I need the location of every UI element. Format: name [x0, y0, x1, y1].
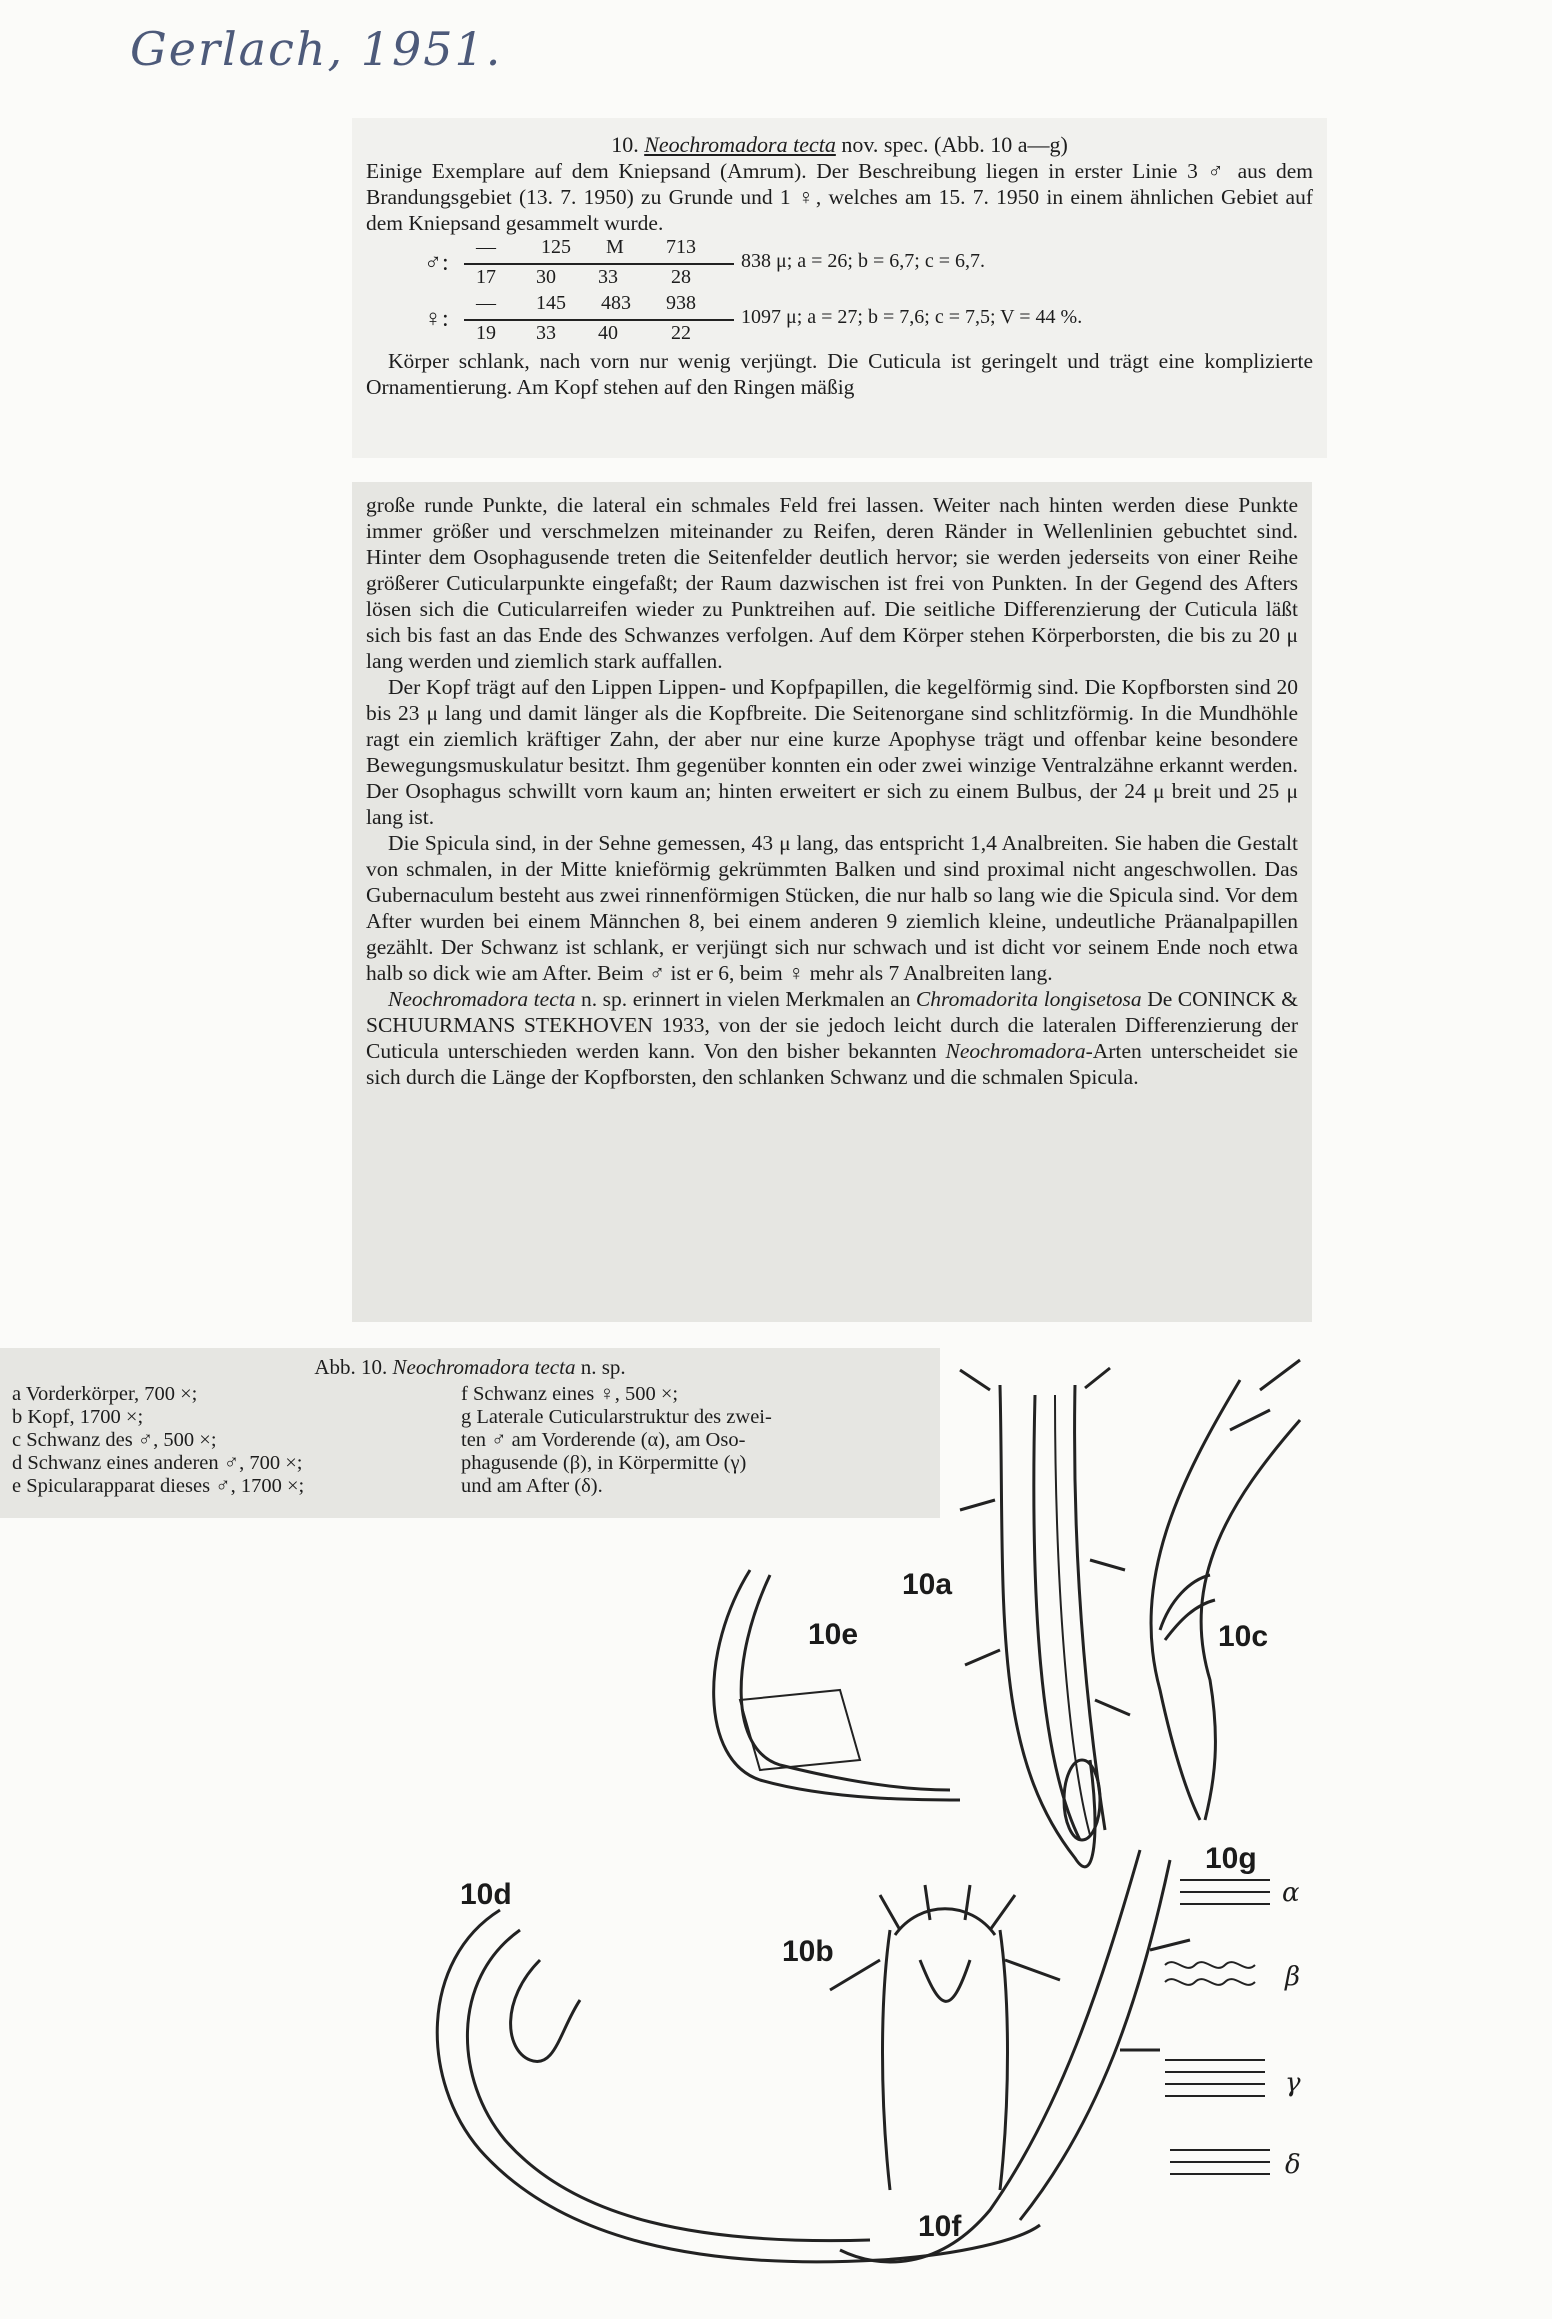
formula-den: 19	[476, 322, 496, 344]
text-run: n. sp. erinnert in vielen Merkmalen an	[575, 987, 916, 1011]
drawing-10e-spicular-apparatus	[714, 1570, 960, 1800]
caption-suffix: n. sp.	[580, 1355, 626, 1379]
formula-den: 33	[598, 266, 618, 288]
handwritten-note: Gerlach, 1951.	[130, 22, 503, 76]
caption-item: g Laterale Cuticularstruktur des zwei-	[461, 1406, 772, 1428]
drawing-10c-male-tail	[1151, 1360, 1300, 1820]
species-name: Neochromadora	[945, 1039, 1086, 1063]
text-run: De CONINCK & SCHUURMANS STEKHOVEN 1933, von der sie jedoch leicht durch die lateralen Differenzierung der Cuticula unterschieden werden kann. Von den bisher bekannten	[366, 987, 1299, 1063]
species-name: Chromadorita longisetosa	[915, 987, 1142, 1011]
text-run: -Arten unterscheidet sie sich durch die Länge der Kopfborsten, den schlanken Schwanz und die schmalen Spicula.	[366, 1039, 1298, 1089]
formula-num: 125	[541, 236, 571, 258]
figure-label-delta: δ	[1285, 2150, 1301, 2180]
caption-figure-number: Abb. 10.	[314, 1355, 388, 1379]
caption-item: d Schwanz eines anderen ♂, 700 ×;	[12, 1452, 303, 1474]
figure-label-10c: 10c	[1218, 1620, 1269, 1653]
formula-den: 33	[536, 322, 556, 344]
formula-num: M	[606, 236, 624, 258]
caption-item: b Kopf, 1700 ×;	[12, 1406, 144, 1428]
caption-item: f Schwanz eines ♀, 500 ×;	[461, 1383, 679, 1405]
drawing-10a-anterior-body	[960, 1368, 1130, 1867]
paragraph-cuticula: große runde Punkte, die lateral ein schmales Feld frei lassen. Weiter nach hinten werden diese Punkte immer größer und verschmelzen miteinander zu Reifen, deren Ränder in Wellenlinien gebuchtet sind. Hinter dem Osophagusende treten die Seitenfelder deutlich hervor; sie werden jederseits von einer Reihe größerer Cuticularpunkte eingefaßt; der Raum dazwischen ist frei von Punkten. In der Gegend des Afters lösen sich die Cuticularreifen wieder zu Punktreihen auf. Die seitliche Differenzierung der Cuticula läßt sich bis fast an das Ende des Schwanzes verfolgen. Auf dem Körper stehen Körperborsten, die bis zu 20 μ lang werden und ziemlich stark auffallen.	[366, 493, 1298, 673]
caption-item: ten ♂ am Vorderende (α), am Oso-	[461, 1429, 746, 1451]
formula-num: —	[476, 236, 496, 258]
formula-den: 28	[671, 266, 691, 288]
caption-item: c Schwanz des ♂, 500 ×;	[12, 1429, 217, 1451]
paragraph-spicula: Die Spicula sind, in der Sehne gemessen, 43 μ lang, das entspricht 1,4 Analbreiten. Sie haben die Gestalt von schmalen, in der Mitte knieförmig gekrümmten Balken und sind proximal nicht angeschwollen. Das Gubernaculum besteht aus zwei rinnenförmigen Stücken, die nur halb so lang wie die Spicula sind. Vor dem After wurden bei einem Männchen 8, bei einem anderen 9 ziemlich kleine, undeutliche Präanalpapillen gezählt. Der Schwanz ist schlank, er verjüngt sich nur schwach und ist dicht vor seinem Ende noch etwa halb so dick wie am After. Beim ♂ ist er 6, beim ♀ mehr als 7 Analbreiten lang.	[366, 831, 1298, 985]
title-number: 10.	[611, 132, 639, 157]
caption-item: phagusende (β), in Körpermitte (γ)	[461, 1452, 747, 1474]
paragraph-head: Der Kopf trägt auf den Lippen Lippen- und Kopfpapillen, die kegelförmig sind. Die Kopfborsten sind 20 bis 23 μ lang und damit länger als die Kopfbreite. Die Seitenorgane sind schlitzförmig. In die Mundhöhle ragt ein ziemlich kräftiger Zahn, der aber nur eine kurze Apophyse trägt und offenbar keine besondere Bewegungsmuskulatur besitzt. Ihm gegenüber konnten ein oder zwei winzige Ventralzähne erkannt werden. Der Osophagus schwillt vorn kaum an; hinten erweitert er sich zu einem Bulbus, der 24 μ breit und 25 μ lang ist.	[366, 675, 1298, 829]
intro-paragraph: Einige Exemplare auf dem Kniepsand (Amrum). Der Beschreibung liegen in erster Linie 3 ♂ aus dem Brandungsgebiet (13. 7. 1950) zu Grunde und 1 ♀, welches am 15. 7. 1950 in einem ähnlichen Gebiet auf dem Kniepsand gesammelt wurde.	[366, 159, 1313, 235]
drawing-10f-female-tail	[840, 1850, 1190, 2262]
formula-sex: ♀:	[424, 306, 449, 332]
formula-sex: ♂:	[424, 250, 449, 276]
figure-label-beta: β	[1285, 1962, 1301, 1992]
figure-label-gamma: γ	[1285, 2068, 1301, 2098]
figure-label-10d: 10d	[460, 1878, 512, 1911]
caption-species: Neochromadora tecta	[392, 1355, 576, 1379]
formula-result: 1097 μ; a = 27; b = 7,6; c = 7,5; V = 44 %.	[741, 306, 1083, 328]
formula-num: —	[476, 292, 496, 314]
paragraph-body-start: Körper schlank, nach vorn nur wenig verjüngt. Die Cuticula ist geringelt und trägt eine komplizierte Ornamentierung. Am Kopf stehen auf den Ringen mäßig	[366, 349, 1313, 399]
formula-result: 838 μ; a = 26; b = 6,7; c = 6,7.	[741, 250, 985, 272]
formula-num: 483	[601, 292, 631, 314]
caption-item: und am After (δ).	[461, 1475, 603, 1497]
title-rest: nov. spec. (Abb. 10 a—g)	[841, 132, 1068, 157]
formula-den: 17	[476, 266, 496, 288]
figure-label-10f: 10f	[918, 2210, 962, 2243]
formula-den: 30	[536, 266, 556, 288]
formula-num: 713	[666, 236, 696, 258]
figure-label-10e: 10e	[808, 1618, 859, 1651]
drawing-10b-head	[830, 1885, 1060, 2190]
formula-num: 938	[666, 292, 696, 314]
figure-label-10b: 10b	[782, 1935, 834, 1968]
caption-item: a Vorderkörper, 700 ×;	[12, 1383, 198, 1405]
title-species: Neochromadora tecta	[644, 132, 836, 157]
formula-num: 145	[536, 292, 566, 314]
caption-item: e Spicularapparat dieses ♂, 1700 ×;	[12, 1475, 305, 1497]
figure-label-10g: 10g	[1205, 1842, 1257, 1875]
formula-den: 40	[598, 322, 618, 344]
figure-label-alpha: α	[1282, 1878, 1300, 1908]
species-name: Neochromadora tecta	[388, 987, 576, 1011]
formula-den: 22	[671, 322, 691, 344]
figure-label-10a: 10a	[902, 1568, 953, 1601]
drawing-10g-cuticular-structure	[1165, 1880, 1270, 2174]
